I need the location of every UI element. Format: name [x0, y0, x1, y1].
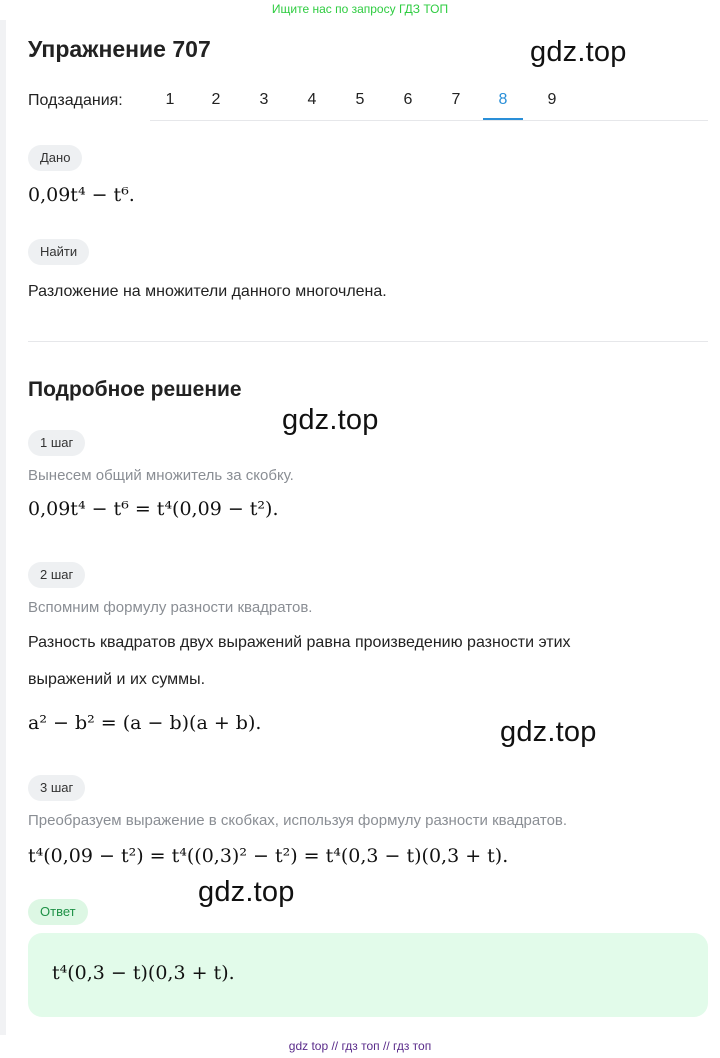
exercise-title: Упражнение 707 — [28, 36, 211, 62]
step-1-expression: 0,09t⁴ − t⁶ = t⁴(0,09 − t²). — [28, 498, 279, 520]
find-badge: Найти — [28, 239, 89, 265]
given-badge: Дано — [28, 145, 82, 171]
left-scroll-rail — [0, 20, 6, 1035]
subtasks-nav — [28, 88, 708, 122]
given-expression: 0,09t⁴ − t⁶. — [28, 184, 135, 206]
subtask-tab-1[interactable]: 1 — [165, 91, 175, 108]
step-3-badge: 3 шаг — [28, 775, 85, 801]
watermark: gdz.top — [282, 404, 379, 436]
step-2-expression: a² − b² = (a − b)(a + b). — [28, 712, 262, 734]
subtask-tab-9[interactable]: 9 — [547, 91, 557, 108]
watermark: gdz.top — [500, 716, 597, 748]
step-1-hint: Вынесем общий множитель за скобку. — [28, 467, 294, 484]
find-text: Разложение на множители данного многочлена. — [28, 283, 387, 300]
subtasks-label: Подзадания: — [28, 92, 123, 109]
subtasks-tabs — [150, 88, 708, 121]
watermark: gdz.top — [530, 36, 627, 68]
subtask-tab-4[interactable]: 4 — [307, 91, 317, 108]
step-2-text-line-2: выражений и их суммы. — [28, 671, 206, 688]
step-3-hint: Преобразуем выражение в скобках, используя формулу разности квадратов. — [28, 812, 568, 829]
step-1-badge: 1 шаг — [28, 430, 85, 456]
step-2-badge: 2 шаг — [28, 562, 85, 588]
watermark: gdz.top — [198, 876, 295, 908]
answer-box — [28, 933, 708, 1017]
answer-badge: Ответ — [28, 899, 88, 925]
subtask-tab-6[interactable]: 6 — [403, 91, 413, 108]
subtask-tab-8[interactable]: 8 — [483, 88, 523, 120]
step-2-text-line-1: Разность квадратов двух выражений равна произведению разности этих — [28, 634, 571, 651]
answer-expression: t⁴(0,3 − t)(0,3 + t). — [52, 962, 235, 984]
top-banner[interactable]: Ищите нас по запросу ГДЗ ТОП — [271, 2, 449, 16]
section-divider — [28, 341, 708, 342]
subtask-tab-5[interactable]: 5 — [355, 91, 365, 108]
step-2-hint: Вспомним формулу разности квадратов. — [28, 599, 313, 616]
step-3-expression: t⁴(0,09 − t²) = t⁴((0,3)² − t²) = t⁴(0,3 − t)(0,3 + t). — [28, 845, 509, 867]
footer-links[interactable]: gdz top // гдз топ // гдз топ — [288, 1039, 432, 1053]
solution-title: Подробное решение — [28, 378, 242, 401]
subtask-tab-2[interactable]: 2 — [211, 91, 221, 108]
subtask-tab-3[interactable]: 3 — [259, 91, 269, 108]
subtask-tab-7[interactable]: 7 — [451, 91, 461, 108]
